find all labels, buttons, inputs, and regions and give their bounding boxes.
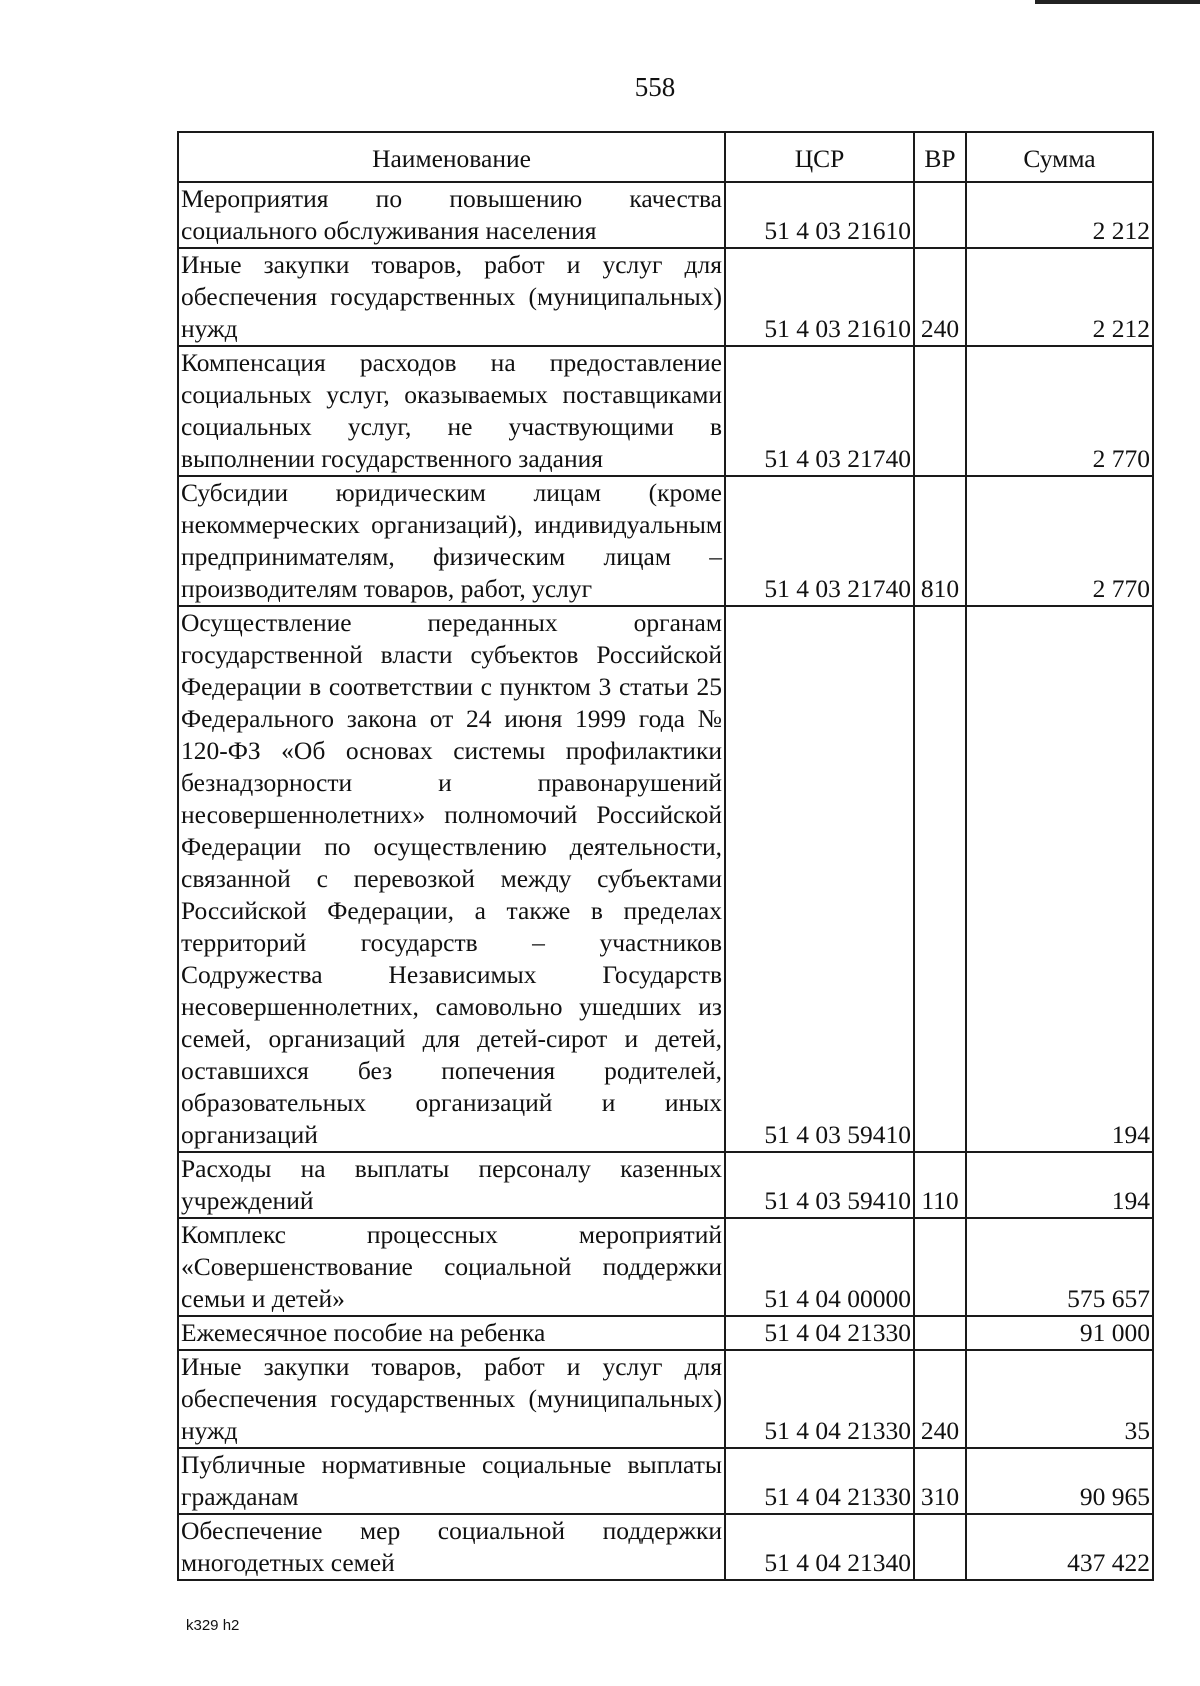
table-row (178, 1152, 1153, 1218)
row-name: Публичные нормативные социальные выплаты гражданам (178, 1448, 725, 1514)
row-csr: 51 4 04 21330 (725, 1316, 914, 1350)
row-name: Расходы на выплаты персоналу казенных учреждений (178, 1152, 725, 1218)
row-csr: 51 4 04 21340 (725, 1514, 914, 1580)
row-csr: 51 4 03 59410 (725, 1152, 914, 1218)
table-header-row (178, 132, 1153, 182)
top-edge-rule (1035, 0, 1200, 4)
table-row (178, 248, 1153, 346)
row-name: Компенсация расходов на предоставление социальных услуг, оказываемых поставщиками социальных услуг, не участвующими в выполнении государственного задания (178, 346, 725, 476)
row-vr (914, 346, 966, 476)
row-vr: 110 (914, 1152, 966, 1218)
page-number: 558 (634, 72, 676, 102)
row-sum: 35 (966, 1350, 1153, 1448)
row-csr: 51 4 03 21610 (725, 248, 914, 346)
row-sum: 194 (966, 606, 1153, 1152)
row-sum: 91 000 (966, 1316, 1153, 1350)
row-sum: 2 770 (966, 346, 1153, 476)
row-name: Иные закупки товаров, работ и услуг для обеспечения государственных (муниципальных) нужд (178, 1350, 725, 1448)
row-name: Ежемесячное пособие на ребенка (178, 1316, 725, 1350)
footer-document-code: k329 h2 (186, 1617, 240, 1634)
table-row (178, 1514, 1153, 1580)
row-vr: 240 (914, 1350, 966, 1448)
row-vr: 810 (914, 476, 966, 606)
row-vr (914, 606, 966, 1152)
row-sum: 2 212 (966, 182, 1153, 248)
table-row (178, 1448, 1153, 1514)
row-name: Осуществление переданных органам государственной власти субъектов Российской Федерации в соответствии с пунктом 3 статьи 25 Федерального закона от 24 июня 1999 года № 120-ФЗ «Об основах системы профилактики безнадзорности и правонарушений несовершеннолетних» полномочий Российской Федерации по осуществлению деятельности, связанной с перевозкой между субъектами Российской Федерации, а также в пределах территорий государств – участников Содружества Независимых Государств несовершеннолетних, самовольно ушедших из семей, организаций для детей-сирот и детей, оставшихся без попечения родителей, образовательных организаций и иных организаций (178, 606, 725, 1152)
row-name: Субсидии юридическим лицам (кроме некоммерческих организаций), индивидуальным предпринимателям, физическим лицам – производителям товаров, работ, услуг (178, 476, 725, 606)
row-sum: 2 212 (966, 248, 1153, 346)
row-sum: 437 422 (966, 1514, 1153, 1580)
row-vr (914, 1218, 966, 1316)
row-sum: 2 770 (966, 476, 1153, 606)
row-csr: 51 4 03 21610 (725, 182, 914, 248)
row-csr: 51 4 03 59410 (725, 606, 914, 1152)
row-vr: 310 (914, 1448, 966, 1514)
row-name: Иные закупки товаров, работ и услуг для обеспечения государственных (муниципальных) нужд (178, 248, 725, 346)
table-row (178, 1218, 1153, 1316)
row-csr: 51 4 03 21740 (725, 476, 914, 606)
row-csr: 51 4 04 00000 (725, 1218, 914, 1316)
row-csr: 51 4 04 21330 (725, 1448, 914, 1514)
header-sum: Сумма (966, 132, 1153, 182)
table-row (178, 1350, 1153, 1448)
budget-table (177, 131, 1154, 1581)
table-row (178, 1316, 1153, 1350)
row-csr: 51 4 03 21740 (725, 346, 914, 476)
row-vr: 240 (914, 248, 966, 346)
row-name: Комплекс процессных мероприятий «Совершенствование социальной поддержки семьи и детей» (178, 1218, 725, 1316)
table-row (178, 476, 1153, 606)
row-sum: 90 965 (966, 1448, 1153, 1514)
row-vr (914, 182, 966, 248)
row-csr: 51 4 04 21330 (725, 1350, 914, 1448)
row-sum: 194 (966, 1152, 1153, 1218)
table-row (178, 606, 1153, 1152)
header-vr: ВР (914, 132, 966, 182)
table-row (178, 346, 1153, 476)
row-vr (914, 1316, 966, 1350)
row-name: Мероприятия по повышению качества социального обслуживания населения (178, 182, 725, 248)
header-csr: ЦСР (725, 132, 914, 182)
row-vr (914, 1514, 966, 1580)
table-row (178, 182, 1153, 248)
header-name: Наименование (178, 132, 725, 182)
row-name: Обеспечение мер социальной поддержки многодетных семей (178, 1514, 725, 1580)
row-sum: 575 657 (966, 1218, 1153, 1316)
